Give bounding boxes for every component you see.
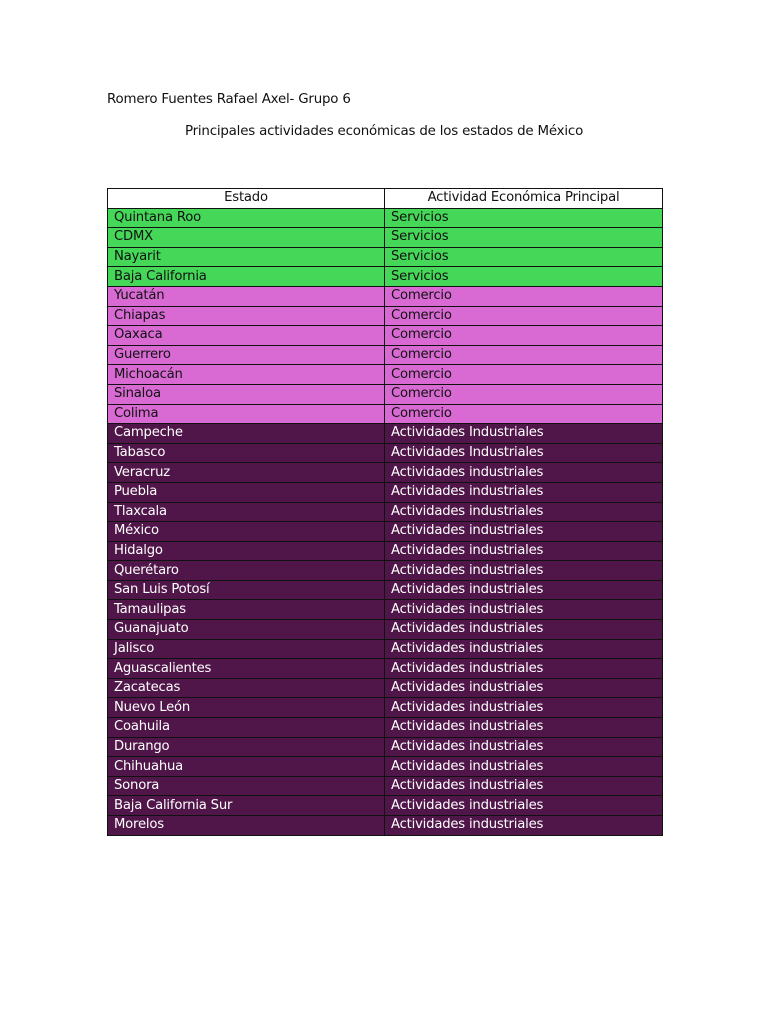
cell-actividad: Actividades industriales [385, 502, 663, 522]
cell-estado: Baja California [108, 267, 385, 287]
cell-actividad: Actividades industriales [385, 620, 663, 640]
cell-estado: Coahuila [108, 718, 385, 738]
cell-estado: Quintana Roo [108, 208, 385, 228]
cell-actividad: Comercio [385, 306, 663, 326]
cell-actividad: Actividades industriales [385, 776, 663, 796]
table-row [108, 267, 663, 287]
cell-estado: Veracruz [108, 463, 385, 483]
table-row [108, 522, 663, 542]
table-row [108, 659, 663, 679]
cell-estado: Nayarit [108, 247, 385, 267]
cell-actividad: Actividades industriales [385, 482, 663, 502]
cell-actividad: Servicios [385, 208, 663, 228]
cell-estado: Tabasco [108, 443, 385, 463]
table-row [108, 463, 663, 483]
table-row [108, 306, 663, 326]
cell-actividad: Servicios [385, 267, 663, 287]
cell-estado: Yucatán [108, 286, 385, 306]
cell-actividad: Actividades industriales [385, 678, 663, 698]
table-row [108, 718, 663, 738]
cell-actividad: Actividades Industriales [385, 443, 663, 463]
table-row [108, 816, 663, 836]
cell-estado: Campeche [108, 424, 385, 444]
table-row [108, 502, 663, 522]
cell-estado: Aguascalientes [108, 659, 385, 679]
cell-estado: Guanajuato [108, 620, 385, 640]
document-title: Principales actividades económicas de los estados de México [184, 124, 584, 139]
table-row [108, 737, 663, 757]
table-row [108, 443, 663, 463]
cell-actividad: Actividades industriales [385, 561, 663, 581]
activities-table [107, 188, 663, 836]
cell-estado: Durango [108, 737, 385, 757]
cell-actividad: Actividades industriales [385, 463, 663, 483]
table-row [108, 208, 663, 228]
cell-actividad: Servicios [385, 228, 663, 248]
cell-actividad: Actividades industriales [385, 718, 663, 738]
author-line: Romero Fuentes Rafael Axel- Grupo 6 [107, 92, 351, 107]
table-row [108, 580, 663, 600]
column-header-estado: Estado [108, 189, 385, 209]
cell-actividad: Comercio [385, 365, 663, 385]
cell-estado: Jalisco [108, 639, 385, 659]
cell-estado: Hidalgo [108, 541, 385, 561]
column-header-actividad: Actividad Económica Principal [385, 189, 663, 209]
cell-actividad: Comercio [385, 384, 663, 404]
cell-estado: Oaxaca [108, 326, 385, 346]
cell-estado: Puebla [108, 482, 385, 502]
cell-actividad: Comercio [385, 286, 663, 306]
cell-estado: Tamaulipas [108, 600, 385, 620]
cell-estado: Guerrero [108, 345, 385, 365]
table-row [108, 326, 663, 346]
cell-actividad: Actividades industriales [385, 737, 663, 757]
table-row [108, 600, 663, 620]
table-row [108, 541, 663, 561]
table-row [108, 424, 663, 444]
table-body [108, 208, 663, 835]
cell-actividad: Actividades industriales [385, 522, 663, 542]
table-row [108, 345, 663, 365]
cell-actividad: Comercio [385, 345, 663, 365]
cell-actividad: Actividades industriales [385, 698, 663, 718]
table-row [108, 384, 663, 404]
table-row [108, 620, 663, 640]
cell-estado: Michoacán [108, 365, 385, 385]
table-row [108, 776, 663, 796]
cell-estado: Morelos [108, 816, 385, 836]
table-row [108, 247, 663, 267]
cell-actividad: Servicios [385, 247, 663, 267]
cell-estado: San Luis Potosí [108, 580, 385, 600]
cell-estado: Nuevo León [108, 698, 385, 718]
cell-estado: Colima [108, 404, 385, 424]
cell-estado: Zacatecas [108, 678, 385, 698]
cell-actividad: Actividades industriales [385, 639, 663, 659]
cell-actividad: Comercio [385, 326, 663, 346]
cell-estado: México [108, 522, 385, 542]
cell-estado: Baja California Sur [108, 796, 385, 816]
table-row [108, 228, 663, 248]
cell-estado: Chihuahua [108, 757, 385, 777]
cell-actividad: Actividades Industriales [385, 424, 663, 444]
cell-estado: Querétaro [108, 561, 385, 581]
table-header-row [108, 189, 663, 209]
cell-actividad: Actividades industriales [385, 580, 663, 600]
table-row [108, 796, 663, 816]
table-row [108, 286, 663, 306]
table-row [108, 404, 663, 424]
cell-actividad: Actividades industriales [385, 816, 663, 836]
cell-estado: Tlaxcala [108, 502, 385, 522]
cell-actividad: Actividades industriales [385, 600, 663, 620]
cell-actividad: Actividades industriales [385, 757, 663, 777]
cell-actividad: Actividades industriales [385, 796, 663, 816]
table-row [108, 561, 663, 581]
cell-estado: CDMX [108, 228, 385, 248]
cell-actividad: Comercio [385, 404, 663, 424]
table-row [108, 757, 663, 777]
cell-estado: Sonora [108, 776, 385, 796]
cell-estado: Sinaloa [108, 384, 385, 404]
table-row [108, 698, 663, 718]
table-row [108, 678, 663, 698]
table-row [108, 365, 663, 385]
cell-estado: Chiapas [108, 306, 385, 326]
table-row [108, 482, 663, 502]
table-row [108, 639, 663, 659]
cell-actividad: Actividades industriales [385, 659, 663, 679]
cell-actividad: Actividades industriales [385, 541, 663, 561]
